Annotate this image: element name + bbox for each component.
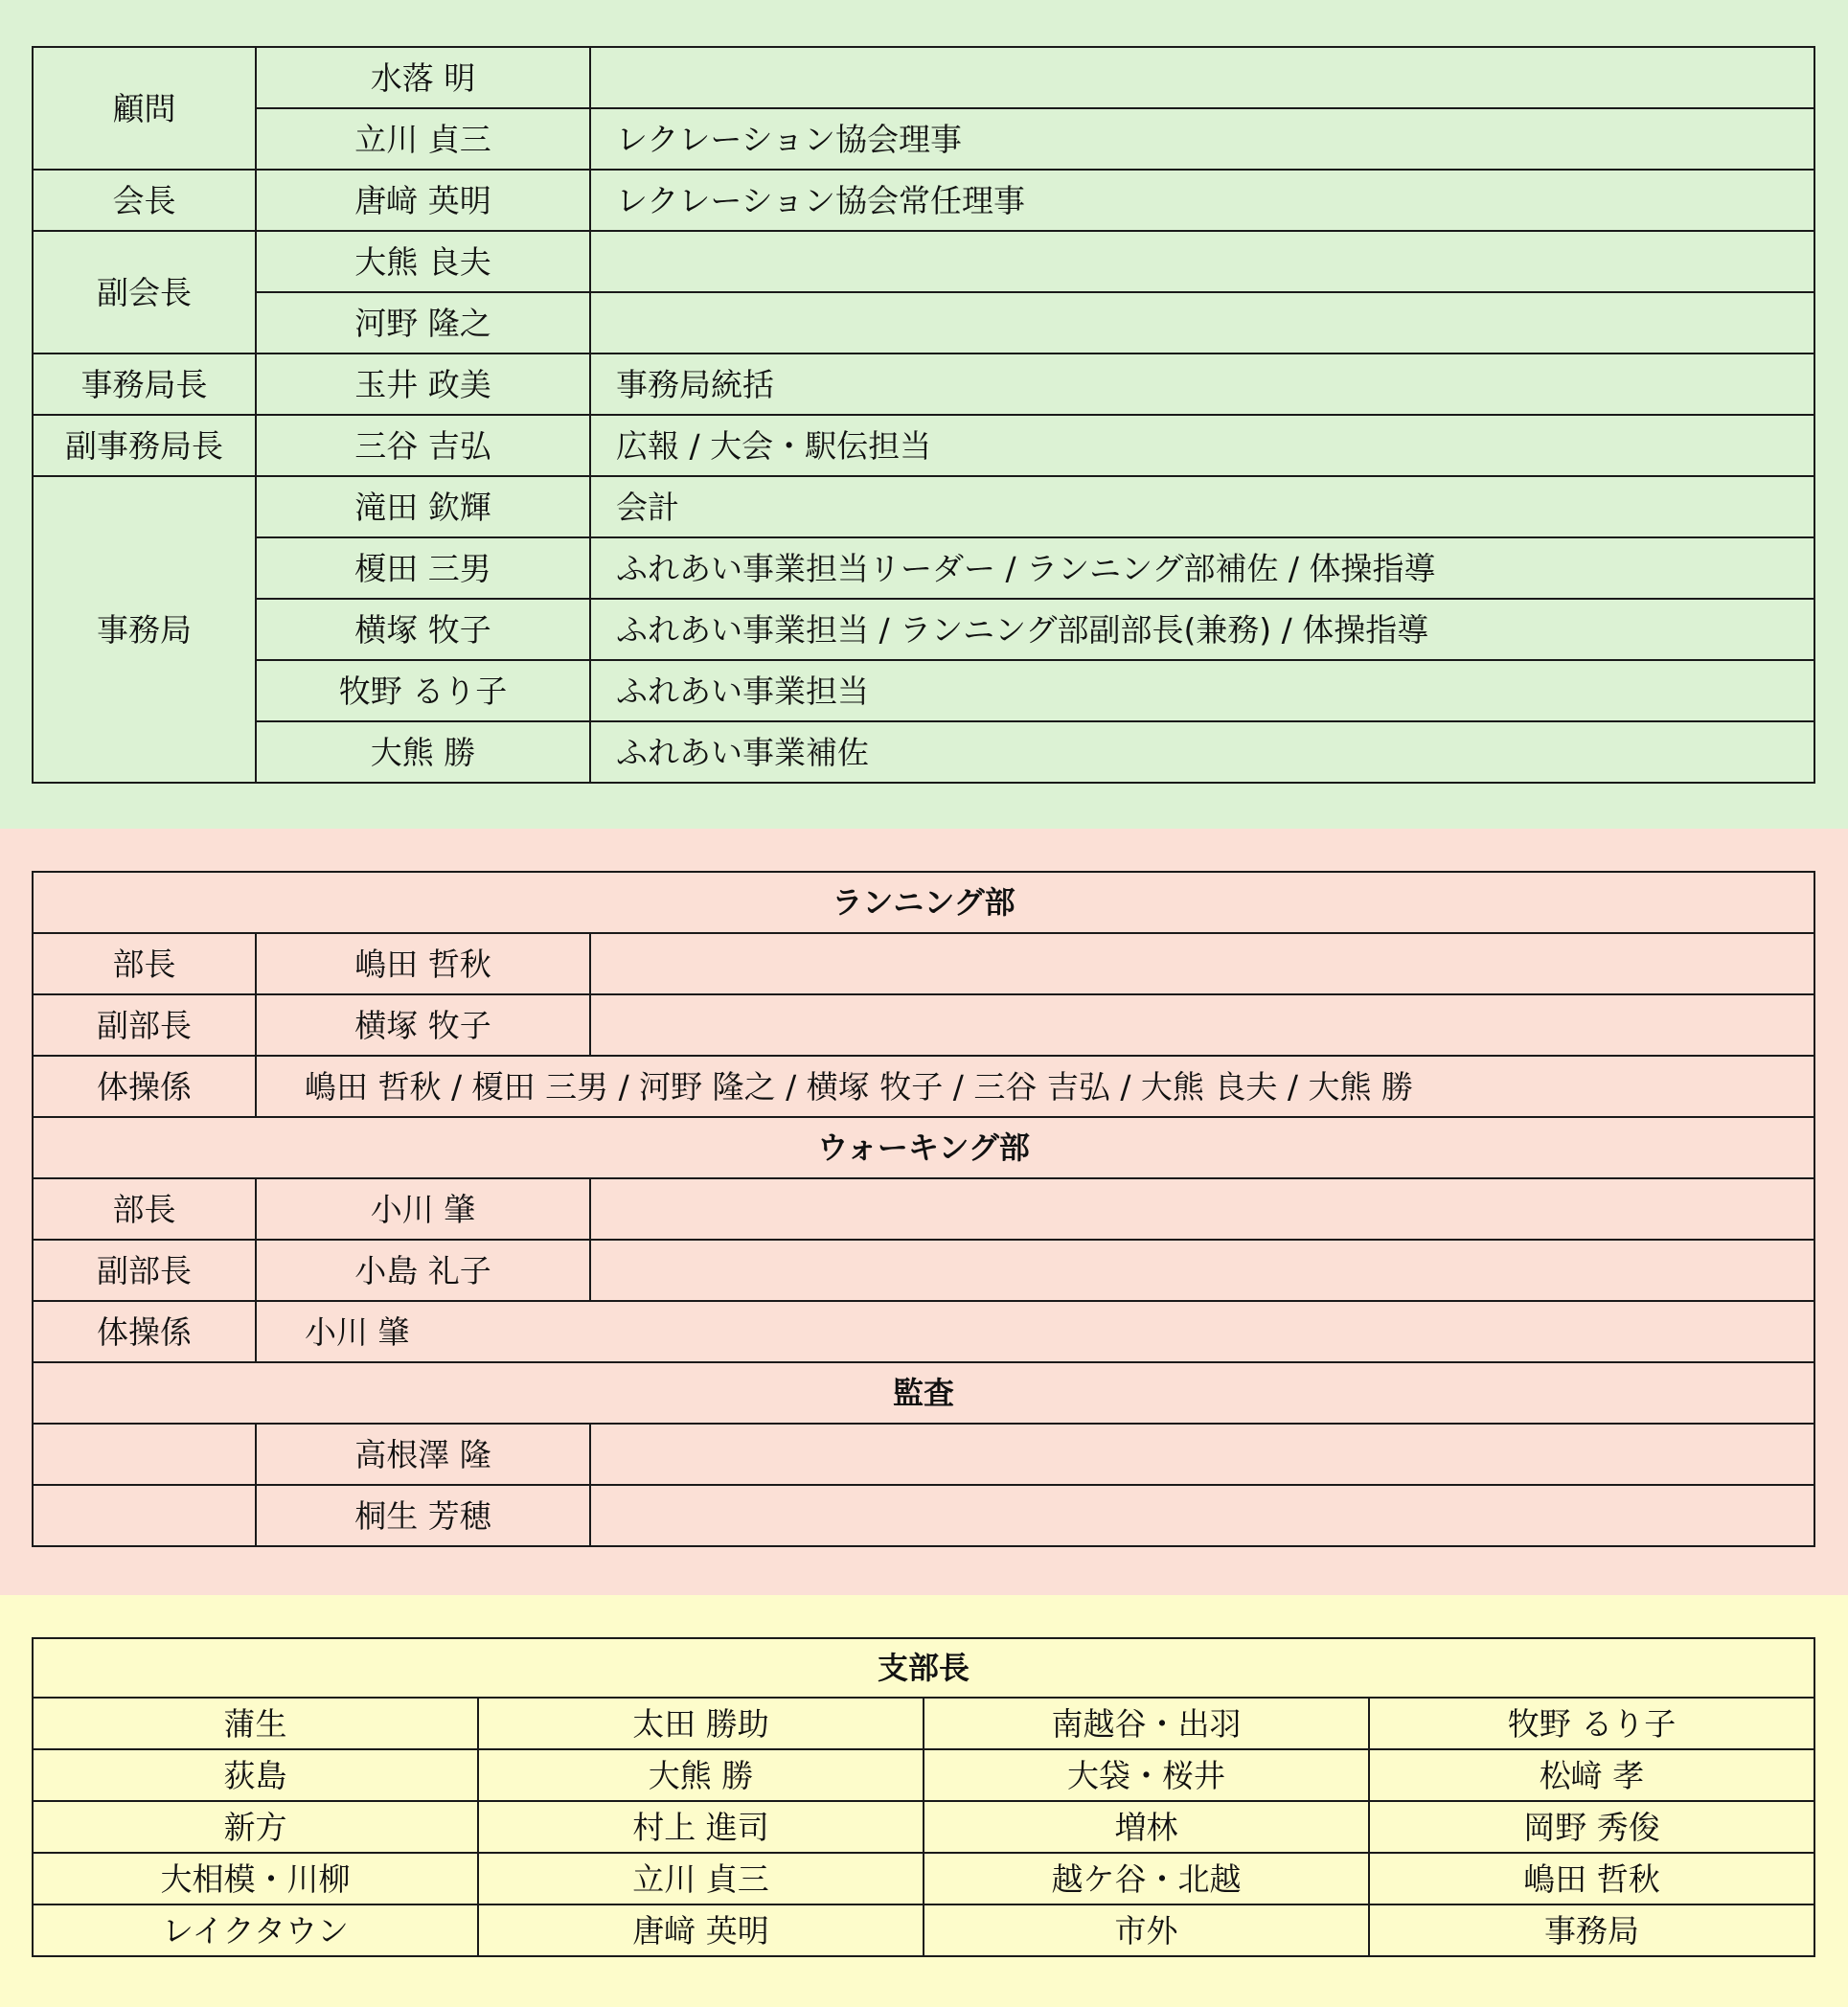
name-cell: 大熊 勝: [256, 721, 590, 783]
table-row: [33, 1749, 1814, 1801]
role-cell: 副部長: [33, 1240, 256, 1301]
role-cell: 部長: [33, 933, 256, 994]
role-cell: [33, 1485, 256, 1546]
role-cell: [33, 1424, 256, 1485]
table-row: [33, 1485, 1814, 1546]
section-title: 監査: [33, 1362, 1814, 1424]
table-row: [33, 415, 1814, 476]
note-cell: ふれあい事業担当 / ランニング部副部長(兼務) / 体操指導: [590, 599, 1814, 660]
role-cell: 体操係: [33, 1301, 256, 1362]
role-cell: 体操係: [33, 1056, 256, 1117]
branch-area: 荻島: [33, 1749, 478, 1801]
section-title: ウォーキング部: [33, 1117, 1814, 1178]
note-cell: 広報 / 大会・駅伝担当: [590, 415, 1814, 476]
branch-head: 立川 貞三: [478, 1853, 924, 1904]
table-row: [33, 660, 1814, 721]
branches-table: [32, 1637, 1815, 1957]
note-cell: ふれあい事業担当: [590, 660, 1814, 721]
name-cell: 桐生 芳穂: [256, 1485, 590, 1546]
table-row: [33, 721, 1814, 783]
section-header-running: [33, 872, 1814, 933]
name-cell: 滝田 欽輝: [256, 476, 590, 537]
note-cell: [590, 1485, 1814, 1546]
table-row: [33, 1853, 1814, 1904]
name-cell: 横塚 牧子: [256, 599, 590, 660]
name-cell: 小川 肇: [256, 1178, 590, 1240]
branches-section: [0, 1595, 1848, 2007]
name-cell: 大熊 良夫: [256, 231, 590, 292]
name-cell: 高根澤 隆: [256, 1424, 590, 1485]
table-row: [33, 1056, 1814, 1117]
section-header-walking: [33, 1117, 1814, 1178]
role-cell: 副会長: [33, 231, 256, 354]
branch-head: 唐﨑 英明: [478, 1904, 924, 1956]
branch-area: 大相模・川柳: [33, 1853, 478, 1904]
role-cell: 顧問: [33, 47, 256, 170]
role-cell: 副部長: [33, 994, 256, 1056]
officers-table: [32, 46, 1815, 784]
table-row: [33, 292, 1814, 354]
table-row: [33, 1801, 1814, 1853]
table-row: [33, 1301, 1814, 1362]
table-row: [33, 1904, 1814, 1956]
branch-head: 太田 勝助: [478, 1698, 924, 1749]
table-row: [33, 933, 1814, 994]
table-row: [33, 1698, 1814, 1749]
role-cell: 会長: [33, 170, 256, 231]
name-cell: 三谷 吉弘: [256, 415, 590, 476]
table-row: [33, 994, 1814, 1056]
branch-head: 大熊 勝: [478, 1749, 924, 1801]
note-cell: レクレーション協会理事: [590, 108, 1814, 170]
name-cell: 横塚 牧子: [256, 994, 590, 1056]
role-cell: 事務局長: [33, 354, 256, 415]
table-row: [33, 231, 1814, 292]
branch-area: 増林: [924, 1801, 1369, 1853]
exercise-members: 嶋田 哲秋 / 榎田 三男 / 河野 隆之 / 横塚 牧子 / 三谷 吉弘 / 大熊 良夫 / 大熊 勝: [256, 1056, 1814, 1117]
table-row: [33, 1240, 1814, 1301]
name-cell: 立川 貞三: [256, 108, 590, 170]
name-cell: 榎田 三男: [256, 537, 590, 599]
table-row: [33, 47, 1814, 108]
branch-head: 事務局: [1369, 1904, 1814, 1956]
name-cell: 玉井 政美: [256, 354, 590, 415]
branch-area: 大袋・桜井: [924, 1749, 1369, 1801]
table-row: [33, 1424, 1814, 1485]
note-cell: レクレーション協会常任理事: [590, 170, 1814, 231]
note-cell: [590, 1178, 1814, 1240]
section-title: 支部長: [33, 1638, 1814, 1698]
branch-area: 南越谷・出羽: [924, 1698, 1369, 1749]
clubs-section: [0, 829, 1848, 1595]
note-cell: [590, 994, 1814, 1056]
table-row: [33, 108, 1814, 170]
name-cell: 水落 明: [256, 47, 590, 108]
section-header-branches: [33, 1638, 1814, 1698]
name-cell: 嶋田 哲秋: [256, 933, 590, 994]
note-cell: 会計: [590, 476, 1814, 537]
table-row: [33, 537, 1814, 599]
table-row: [33, 354, 1814, 415]
note-cell: ふれあい事業担当リーダー / ランニング部補佐 / 体操指導: [590, 537, 1814, 599]
table-row: [33, 170, 1814, 231]
clubs-table: [32, 871, 1815, 1547]
branch-head: 牧野 るり子: [1369, 1698, 1814, 1749]
branch-area: 市外: [924, 1904, 1369, 1956]
name-cell: 小島 礼子: [256, 1240, 590, 1301]
role-cell: 部長: [33, 1178, 256, 1240]
note-cell: [590, 1424, 1814, 1485]
branch-head: 岡野 秀俊: [1369, 1801, 1814, 1853]
branch-head: 嶋田 哲秋: [1369, 1853, 1814, 1904]
table-row: [33, 1178, 1814, 1240]
branch-area: 新方: [33, 1801, 478, 1853]
note-cell: 事務局統括: [590, 354, 1814, 415]
role-cell: 副事務局長: [33, 415, 256, 476]
officers-section: [0, 0, 1848, 829]
exercise-members: 小川 肇: [256, 1301, 1814, 1362]
branch-head: 村上 進司: [478, 1801, 924, 1853]
branch-area: レイクタウン: [33, 1904, 478, 1956]
section-title: ランニング部: [33, 872, 1814, 933]
note-cell: [590, 292, 1814, 354]
branch-area: 越ケ谷・北越: [924, 1853, 1369, 1904]
note-cell: ふれあい事業補佐: [590, 721, 1814, 783]
note-cell: [590, 231, 1814, 292]
branch-area: 蒲生: [33, 1698, 478, 1749]
note-cell: [590, 1240, 1814, 1301]
name-cell: 河野 隆之: [256, 292, 590, 354]
name-cell: 唐﨑 英明: [256, 170, 590, 231]
table-row: [33, 599, 1814, 660]
name-cell: 牧野 るり子: [256, 660, 590, 721]
note-cell: [590, 933, 1814, 994]
role-cell: 事務局: [33, 476, 256, 783]
branch-head: 松﨑 孝: [1369, 1749, 1814, 1801]
note-cell: [590, 47, 1814, 108]
section-header-audit: [33, 1362, 1814, 1424]
table-row: [33, 476, 1814, 537]
